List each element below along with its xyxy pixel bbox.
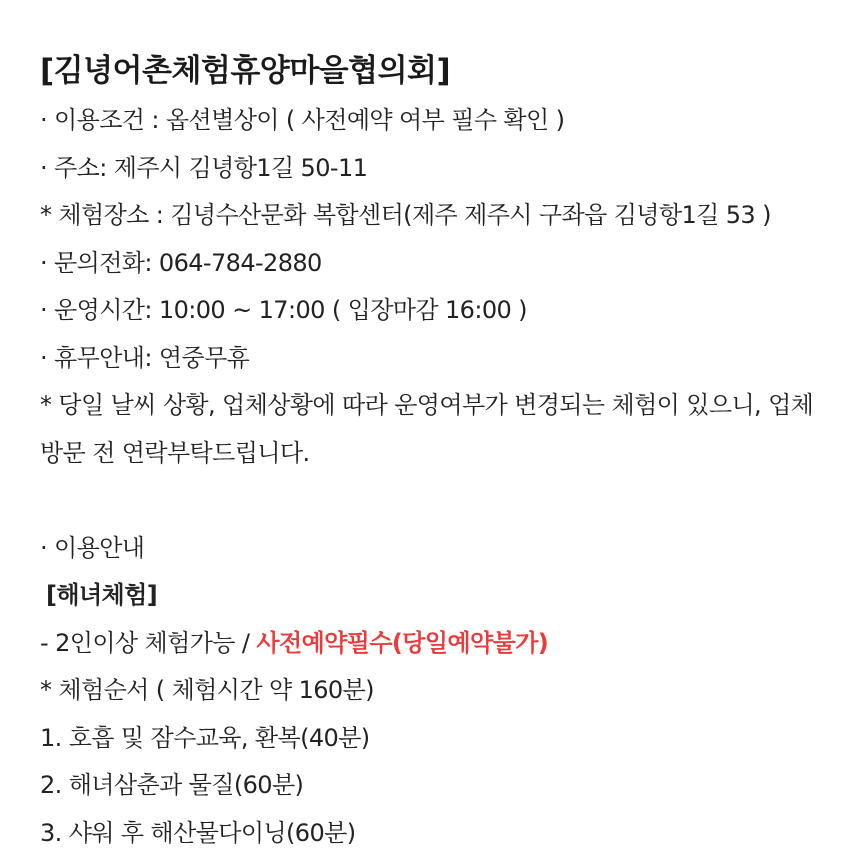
info-conditions: · 이용조건 : 옵션별상이 ( 사전예약 여부 필수 확인 ) [40,97,840,145]
document-body [40,46,840,857]
requirement-prefix: - 2인이상 체험가능 / [40,629,256,657]
step-item: 2. 해녀삼춘과 물질(60분) [40,762,840,810]
spacer [40,477,840,525]
program-title: [해녀체험] [40,572,840,620]
info-venue: * 체험장소 : 김녕수산문화 복합센터(제주 제주시 구좌읍 김녕항1길 53 ) [40,192,840,240]
order-heading: * 체험순서 ( 체험시간 약 160분) [40,667,840,715]
step-item: 1. 호흡 및 잠수교육, 환복(40분) [40,715,840,763]
info-address: · 주소: 제주시 김녕항1길 50-11 [40,145,840,193]
info-hours: · 운영시간: 10:00 ~ 17:00 ( 입장마감 16:00 ) [40,287,840,335]
requirement-line [40,620,840,668]
info-phone: · 문의전화: 064-784-2880 [40,240,840,288]
info-notice: * 당일 날씨 상황, 업체상황에 따라 운영여부가 변경되는 체험이 있으니, 업체 방문 전 연락부탁드립니다. [40,382,840,477]
page-title: [김녕어촌체험휴양마을협의회] [40,46,840,96]
info-holidays: · 휴무안내: 연중무휴 [40,335,840,383]
reservation-required-highlight: 사전예약필수(당일예약불가) [256,629,548,657]
guide-heading: · 이용안내 [40,525,840,573]
step-item: 3. 샤워 후 해산물다이닝(60분) [40,810,840,857]
